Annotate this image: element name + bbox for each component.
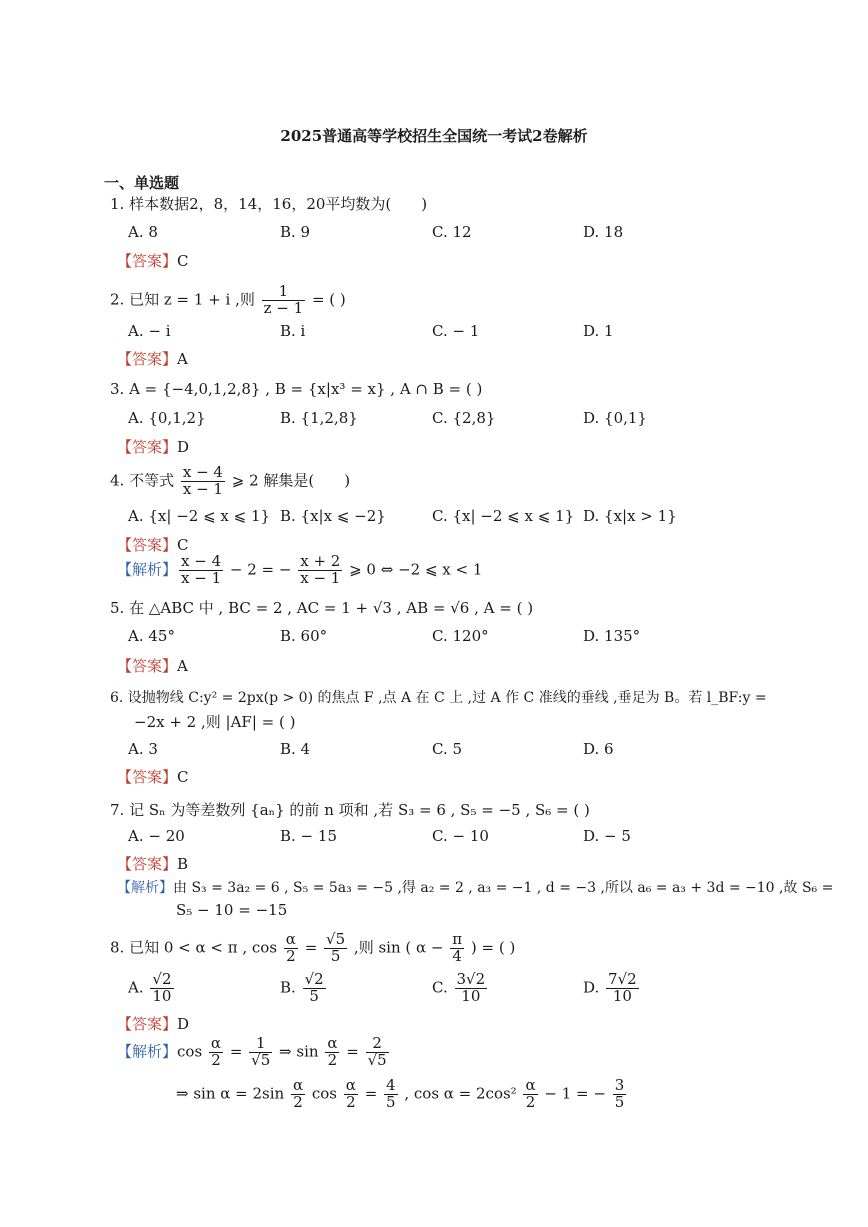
frac-den: 2: [525, 1092, 536, 1111]
q6-option-d: D. 6: [583, 740, 614, 758]
q4-option-b: B. {x|x ⩽ −2}: [280, 507, 386, 525]
q8-stem-post: ) = ( ): [466, 938, 516, 957]
q8-stem-mid2: ,则 sin ( α −: [349, 938, 449, 957]
frac-num: α: [327, 1034, 338, 1052]
exp-text: , cos α = 2cos²: [399, 1084, 522, 1103]
answer-tag: 【答案】: [117, 855, 178, 873]
exp-text: − 1 = −: [539, 1084, 611, 1103]
q4-exp-mid: − 2 = −: [225, 560, 297, 579]
q7-option-c: C. − 10: [432, 827, 489, 845]
q4-answer: [117, 534, 189, 555]
frac-den: x − 1: [182, 479, 223, 498]
q5-option-c: C. 120°: [432, 627, 489, 645]
frac-num: √5: [326, 930, 346, 948]
q6-answer: [117, 766, 189, 787]
frac-den: 5: [386, 1092, 396, 1111]
frac-den: 2: [293, 1092, 303, 1111]
option-fraction: [455, 972, 488, 1005]
frac-den: 5: [614, 1092, 625, 1111]
q3-option-b: B. {1,2,8}: [280, 409, 358, 427]
q7-option-b: B. − 15: [280, 827, 337, 845]
frac-num: 1: [262, 284, 306, 301]
q8-stem-pre: 8. 已知 0 < α < π , cos: [110, 938, 282, 957]
q5-option-d: D. 135°: [583, 627, 641, 645]
question-8-stem: [110, 932, 515, 965]
q1-answer: [117, 250, 189, 271]
frac-den: 10: [612, 986, 632, 1005]
frac-den: x − 1: [300, 568, 341, 587]
q2-option-a: A. − i: [128, 322, 171, 340]
option-fraction: [606, 972, 639, 1005]
exp-text: ⇒ sin: [274, 1042, 324, 1061]
q4-exp-frac-a: [179, 554, 223, 587]
q8-option-a: [128, 972, 176, 1005]
frac-num: α: [285, 930, 296, 948]
exp-fraction: [523, 1078, 537, 1111]
frac-den: 5: [330, 946, 341, 965]
option-fraction: [303, 972, 326, 1005]
explain-tag: 【解析】: [117, 880, 173, 896]
frac-den: 2: [211, 1050, 221, 1069]
frac-num: x − 4: [182, 463, 223, 481]
q2-fraction: [262, 284, 306, 317]
answer-tag: 【答案】: [117, 350, 178, 368]
q7-option-a: A. − 20: [128, 827, 185, 845]
answer-value: A: [177, 350, 188, 368]
question-2-stem: [110, 284, 346, 317]
q4-exp-post: ⩾ 0 ⇔ −2 ⩽ x < 1: [344, 560, 483, 579]
explain-tag: 【解析】: [117, 1042, 178, 1061]
frac-num: α: [210, 1034, 222, 1052]
answer-tag: 【答案】: [117, 657, 178, 675]
q3-answer: [117, 436, 189, 457]
q2-option-d: D. 1: [583, 322, 614, 340]
option-label: A.: [128, 978, 144, 997]
q8-frac-1: [284, 932, 298, 965]
exp-fraction: [344, 1078, 358, 1111]
question-3-stem: 3. A = {−4,0,1,2,8} , B = {x|x³ = x} , A ∩ B = ( ): [110, 380, 483, 398]
q4-fraction: [181, 465, 225, 498]
q7-option-d: D. − 5: [583, 827, 631, 845]
exp-fraction: [613, 1078, 627, 1111]
frac-num: 3: [614, 1076, 625, 1094]
explain-tag: 【解析】: [117, 560, 178, 579]
q6-option-b: B. 4: [280, 740, 311, 758]
q1-option-a: A. 8: [128, 223, 158, 241]
frac-num: 4: [386, 1076, 396, 1094]
answer-value: D: [177, 438, 190, 456]
exp-text: ⇒ sin α = 2sin: [176, 1084, 289, 1103]
question-7-stem: 7. 记 Sₙ 为等差数列 {aₙ} 的前 n 项和 ,若 S₃ = 6 , S₅ = −5 , S₆ = ( ): [110, 801, 590, 819]
answer-value: D: [177, 1015, 190, 1033]
q4-option-d: D. {x|x > 1}: [583, 507, 677, 525]
answer-tag: 【答案】: [117, 1015, 178, 1033]
question-4-stem: [110, 465, 350, 498]
q6-option-c: C. 5: [432, 740, 463, 758]
frac-den: 2: [286, 946, 296, 965]
frac-num: √2: [304, 970, 324, 988]
frac-num: x + 2: [300, 552, 341, 570]
frac-den: 10: [152, 986, 172, 1005]
q5-option-a: A. 45°: [128, 627, 175, 645]
frac-den: 2: [327, 1050, 338, 1069]
frac-num: α: [345, 1076, 356, 1094]
question-6-stem-line2: −2x + 2 ,则 |AF| = ( ): [134, 713, 296, 731]
section-heading: 一、单选题: [104, 174, 180, 192]
answer-tag: 【答案】: [117, 438, 178, 456]
q7-explanation-line2: S₅ − 10 = −15: [176, 901, 288, 919]
frac-num: α: [292, 1076, 304, 1094]
q1-option-c: C. 12: [432, 223, 472, 241]
exp-fraction: [291, 1078, 305, 1111]
q8-option-c: [432, 972, 489, 1005]
exp-text: =: [359, 1084, 383, 1103]
page-title: 2025普通高等学校招生全国统一考试2卷解析: [280, 127, 588, 145]
frac-den: √5: [251, 1050, 271, 1069]
exp-text: =: [341, 1042, 364, 1061]
q4-stem-post: ⩾ 2 解集是( ): [226, 471, 351, 490]
frac-den: 10: [461, 986, 481, 1005]
frac-num: 3√2: [456, 970, 486, 988]
frac-den: 4: [452, 946, 462, 965]
q7-answer: [117, 853, 188, 874]
frac-num: α: [525, 1076, 536, 1094]
q8-stem-mid: =: [299, 938, 323, 957]
q2-option-c: C. − 1: [432, 322, 480, 340]
frac-den: 5: [309, 986, 319, 1005]
q5-answer: [117, 655, 188, 676]
q8-explanation-line2: [176, 1078, 628, 1111]
frac-num: x − 4: [181, 552, 222, 570]
q3-option-a: A. {0,1,2}: [128, 409, 206, 427]
option-fraction: [150, 972, 173, 1005]
exp-text: cos: [177, 1042, 207, 1061]
q8-frac-3: [450, 932, 464, 965]
frac-den: √5: [367, 1050, 387, 1069]
q4-explanation: [117, 554, 482, 587]
exp-fraction: [249, 1036, 272, 1069]
q8-option-d: [583, 972, 641, 1005]
q2-stem-post: = ( ): [307, 290, 346, 309]
q8-answer: [117, 1013, 189, 1034]
q1-option-d: D. 18: [583, 223, 624, 241]
answer-value: C: [177, 536, 189, 554]
answer-value: A: [177, 657, 188, 675]
answer-value: C: [177, 768, 189, 786]
q1-option-b: B. 9: [280, 223, 311, 241]
q3-option-c: C. {2,8}: [432, 409, 496, 427]
frac-den: 2: [346, 1092, 356, 1111]
q4-stem-pre: 4. 不等式: [110, 471, 179, 490]
q4-option-a: A. {x| −2 ⩽ x ⩽ 1}: [128, 507, 271, 525]
answer-value: C: [177, 252, 189, 270]
frac-num: 1: [249, 1036, 272, 1053]
exp-fraction: [325, 1036, 339, 1069]
frac-den: x − 1: [181, 568, 222, 587]
q3-option-d: D. {0,1}: [583, 409, 647, 427]
q4-exp-frac-b: [298, 554, 342, 587]
q2-option-b: B. i: [280, 322, 306, 340]
frac-num: π: [452, 930, 463, 948]
option-label: B.: [280, 978, 296, 997]
question-1-stem: 1. 样本数据2，8，14，16，20平均数为( ): [110, 195, 428, 213]
q7-explanation-line1: [117, 877, 833, 897]
q5-option-b: B. 60°: [280, 627, 328, 645]
frac-num: 2: [366, 1036, 389, 1053]
q7-exp-text: 由 S₃ = 3a₂ = 6 , S₅ = 5a₃ = −5 ,得 a₂ = 2 , a₃ = −1 , d = −3 ,所以 a₆ = a₃ + 3d = −10 ,故 S₆ =: [173, 880, 834, 896]
q4-option-c: C. {x| −2 ⩽ x ⩽ 1}: [432, 507, 575, 525]
exp-fraction: [209, 1036, 223, 1069]
frac-den: z − 1: [263, 298, 304, 317]
answer-tag: 【答案】: [117, 768, 178, 786]
q8-option-b: [280, 972, 328, 1005]
q6-option-a: A. 3: [128, 740, 158, 758]
answer-value: B: [177, 855, 189, 873]
exp-fraction: [384, 1078, 398, 1111]
q2-answer: [117, 348, 188, 369]
exp-text: cos: [307, 1084, 342, 1103]
option-label: D.: [583, 978, 600, 997]
exp-text: =: [225, 1042, 248, 1061]
answer-tag: 【答案】: [117, 252, 178, 270]
question-6-stem-line1: 6. 设抛物线 C:y² = 2px(p > 0) 的焦点 F ,点 A 在 C 上 ,过 A 作 C 准线的垂线 ,垂足为 B。若 l_BF:y =: [110, 690, 767, 706]
q2-stem-pre: 2. 已知 z = 1 + i ,则: [110, 290, 260, 309]
question-5-stem: 5. 在 △ABC 中 , BC = 2 , AC = 1 + √3 , AB = √6 , A = ( ): [110, 599, 534, 617]
q8-explanation-line1: [117, 1036, 391, 1069]
option-label: C.: [432, 978, 448, 997]
exp-fraction: [366, 1036, 389, 1069]
q8-frac-2: [324, 932, 347, 965]
frac-num: 7√2: [608, 970, 637, 988]
frac-num: √2: [152, 970, 172, 988]
answer-tag: 【答案】: [117, 536, 178, 554]
